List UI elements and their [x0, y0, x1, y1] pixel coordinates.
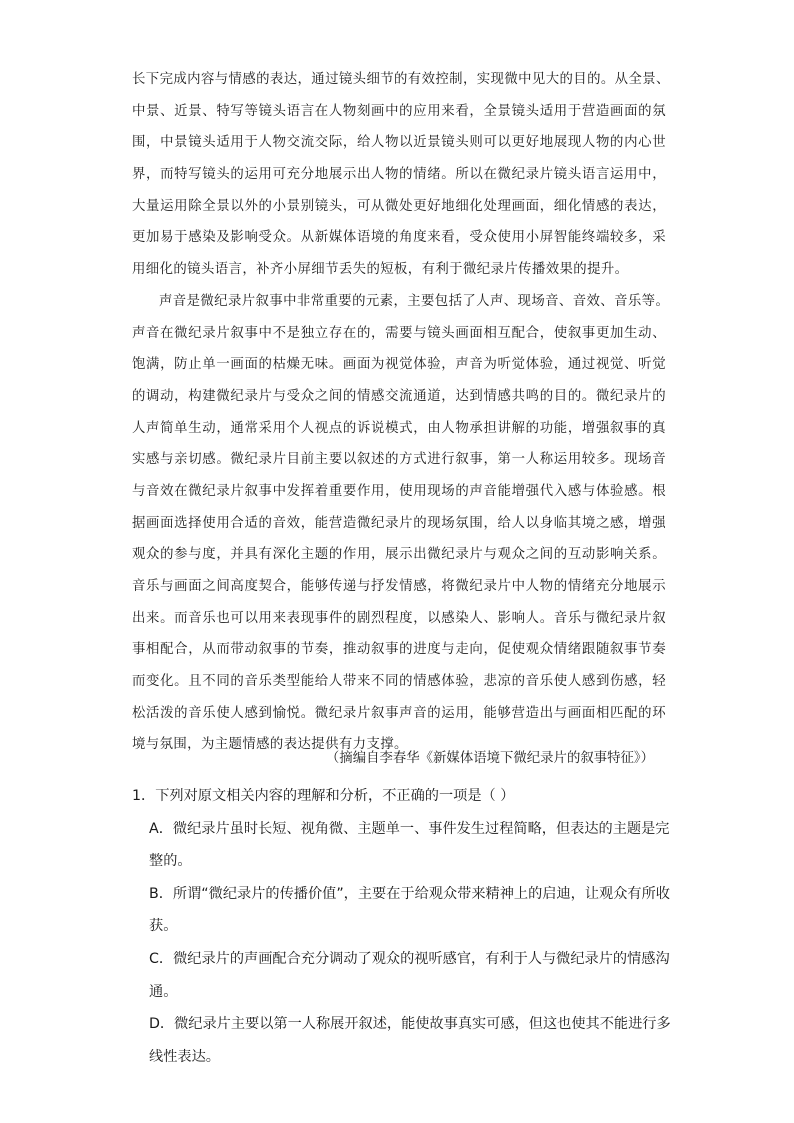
option-a: A．微纪录片虽时长短、视角微、主题单一、事件发生过程简略，但表达的主题是完 — [149, 820, 670, 837]
passage-source: （摘编自李春华《新媒体语境下微纪录片的叙事特征》） — [325, 751, 654, 766]
passage-line: 声音是微纪录片叙事中非常重要的元素，主要包括了人声、现场音、音效、音乐等。 — [159, 293, 670, 309]
passage-line: 事相配合，从而带动叙事的节奏，推动叙事的进度与走向，促使观众情绪跟随叙事节奏 — [132, 642, 666, 658]
passage-line: 观众的参与度，并具有深化主题的作用，展示出微纪录片与观众之间的互动影响关系。 — [132, 547, 666, 563]
option-c: C．微纪录片的声画配合充分调动了观众的视听感官，有利于人与微纪录片的情感沟 — [149, 950, 670, 967]
option-a-continued: 整的。 — [149, 853, 192, 870]
passage-line: 界，而特写镜头的运用可充分地展示出人物的情绪。所以在微纪录片镜头语言运用中， — [132, 167, 666, 183]
passage-line: 饱满，防止单一画面的枯燥无味。画面为视觉体验，声音为听觉体验，通过视觉、听觉 — [132, 357, 666, 373]
question-1 — [132, 780, 672, 1073]
passage-line: 出来。而音乐也可以用来表现事件的剧烈程度，以感染人、影响人。音乐与微纪录片叙 — [132, 610, 666, 626]
option-b: B．所谓“微纪录片的传播价值”，主要在于给观众带来精神上的启迪，让观众有所收 — [149, 885, 670, 902]
passage-line: 更加易于感染及影响受众。从新媒体语境的角度来看，受众使用小屏智能终端较多，采 — [132, 230, 666, 246]
passage-line: 围，中景镜头适用于人物交流交际，给人物以近景镜头则可以更好地展现人物的内心世 — [132, 135, 666, 151]
passage-line: 中景、近景、特写等镜头语言在人物刻画中的应用来看，全景镜头适用于营造画面的氛 — [132, 103, 666, 119]
passage-line: 大量运用除全景以外的小景别镜头，可从微处更好地细化处理画面，细化情感的表达， — [132, 198, 666, 214]
passage-line: 音乐与画面之间高度契合，能够传递与抒发情感，将微纪录片中人物的情绪充分地展示 — [132, 579, 666, 594]
passage-line: 境与氛围，为主题情感的表达提供有力支撑。 — [132, 737, 408, 753]
option-c-continued: 通。 — [149, 983, 178, 1000]
passage-line: 长下完成内容与情感的表达，通过镜头细节的有效控制，实现微中见大的目的。从全景、 — [132, 72, 670, 87]
option-d: D．微纪录片主要以第一人称展开叙述，能使故事真实可感，但这也使其不能进行多 — [149, 1016, 671, 1033]
passage-line: 而变化。且不同的音乐类型能给人带来不同的情感体验，悲凉的音乐使人感到伤感，轻 — [132, 674, 666, 690]
passage-line: 松活泼的音乐使人感到愉悦。微纪录片叙事声音的运用，能够营造出与画面相匹配的环 — [132, 705, 666, 721]
question-stem: 1．下列对原文相关内容的理解和分析，不正确的一项是（ ） — [132, 788, 515, 804]
passage-line: 实感与亲切感。微纪录片目前主要以叙述的方式进行叙事，第一人称运用较多。现场音 — [132, 452, 666, 468]
passage-line: 声音在微纪录片叙事中不是独立存在的，需要与镜头画面相互配合，使叙事更加生动、 — [132, 325, 666, 341]
option-d-continued: 线性表达。 — [149, 1048, 220, 1065]
passage-line: 据画面选择使用合适的音效，能营造微纪录片的现场氛围，给人以身临其境之感，增强 — [132, 515, 666, 531]
passage-line: 用细化的镜头语言，补齐小屏细节丢失的短板，有利于微纪录片传播效果的提升。 — [132, 262, 629, 278]
option-b-continued: 获。 — [149, 918, 178, 935]
passage-line: 与音效在微纪录片叙事中发挥着重要作用，使用现场的声音能增强代入感与体验感。根 — [132, 483, 666, 499]
passage-line: 的调动，构建微纪录片与受众之间的情感交流通道，达到情感共鸣的目的。微纪录片的 — [132, 388, 666, 404]
reading-passage — [132, 64, 670, 761]
paragraph-sound — [132, 286, 670, 761]
paragraph-camera-language — [132, 64, 670, 286]
passage-line: 人声简单生动，通常采用个人视点的诉说模式，由人物承担讲解的功能，增强叙事的真 — [132, 420, 666, 436]
